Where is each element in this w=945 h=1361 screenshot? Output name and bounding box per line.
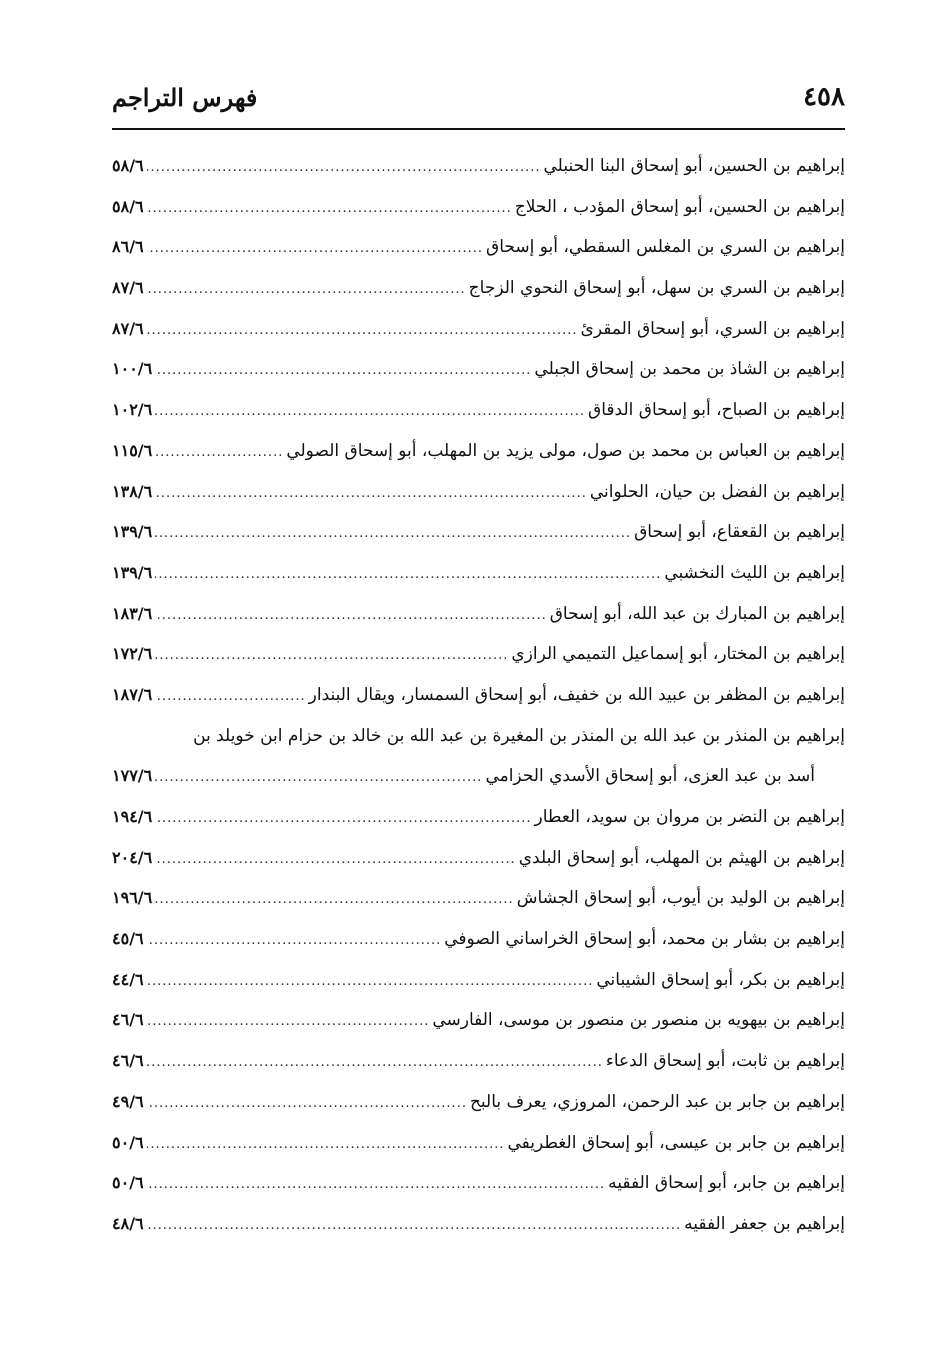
leader-dots [147, 189, 512, 230]
entry-reference: ٤٦/٦ [112, 1051, 144, 1071]
leader-dots [147, 1165, 606, 1206]
biography-index [112, 146, 845, 1245]
entry-name: إبراهيم بن المبارك بن عبد الله، أبو إسحاق [549, 603, 845, 624]
entry-name: إبراهيم بن الهيثم بن المهلب، أبو إسحاق البلدي [518, 847, 845, 868]
index-entry [112, 1204, 845, 1245]
leader-dots [147, 962, 594, 1003]
entry-reference: ٥٠/٦ [112, 1132, 144, 1152]
entry-name: إبراهيم بن الشاذ بن محمد بن إسحاق الجبلي [534, 359, 845, 380]
index-entry [112, 472, 845, 513]
entry-reference: ٤٤/٦ [112, 969, 144, 989]
index-entry [112, 227, 845, 268]
entry-name: إبراهيم بن جابر، أبو إسحاق الفقيه [608, 1173, 845, 1194]
index-entry [112, 919, 845, 960]
entry-name: إبراهيم بن الليث النخشبي [664, 562, 845, 583]
entry-reference: ٥٠/٦ [112, 1173, 144, 1193]
leader-dots [155, 596, 547, 637]
index-entry [112, 349, 845, 390]
index-entry [112, 675, 845, 716]
entry-name: إبراهيم بن جعفر الفقيه [684, 1213, 845, 1234]
leader-dots [155, 840, 516, 881]
leader-dots [155, 758, 482, 799]
entry-name: إبراهيم بن المنذر بن عبد الله بن المنذر بن المغيرة بن عبد الله بن خالد بن حزام ابن خويلد بن [193, 725, 845, 746]
entry-reference: ١٣٨/٦ [112, 481, 153, 501]
entry-reference: ١٩٤/٦ [112, 807, 153, 826]
entry-name: إبراهيم بن جابر بن عيسى، أبو إسحاق الغطريفي [507, 1132, 845, 1153]
entry-name: إبراهيم بن السري، أبو إسحاق المقرئ [580, 318, 845, 339]
entry-name: أسد بن عبد العزى، أبو إسحاق الأسدي الحزامي [485, 766, 815, 787]
section-title: فهرس التراجم [112, 82, 258, 112]
entry-reference: ١٩٦/٦ [112, 888, 153, 908]
leader-dots [147, 148, 541, 189]
leader-dots [155, 433, 283, 474]
index-entry [112, 797, 845, 838]
entry-reference: ٥٨/٦ [112, 156, 144, 175]
entry-name: إبراهيم بن جابر بن عبد الرحمن، المروزي، يعرف بالبح [469, 1091, 845, 1112]
leader-dots [155, 392, 585, 433]
leader-dots [147, 1084, 467, 1125]
entry-reference: ٤٦/٦ [112, 1010, 144, 1030]
entry-reference: ٨٧/٦ [112, 278, 144, 298]
entry-reference: ٥٨/٦ [112, 196, 144, 216]
leader-dots [155, 351, 531, 392]
index-entry [112, 1163, 845, 1204]
index-entry [112, 512, 845, 553]
index-entry [112, 716, 845, 757]
leader-dots [155, 474, 587, 515]
entry-reference: ١٧٢/٦ [112, 644, 153, 664]
index-entry [112, 187, 845, 228]
entry-name: إبراهيم بن المختار، أبو إسماعيل التميمي الرازي [511, 644, 845, 665]
index-entry [112, 390, 845, 431]
leader-dots [147, 921, 442, 962]
leader-dots [155, 677, 305, 718]
page-number: ٤٥٨ [803, 82, 845, 112]
leader-dots [155, 880, 513, 921]
entry-name: إبراهيم بن بيهويه بن منصور بن منصور بن موسى، الفارسي [432, 1010, 845, 1031]
entry-name: إبراهيم بن السري بن المغلس السقطي، أبو إسحاق [486, 237, 845, 258]
entry-name: إبراهيم بن الحسين، أبو إسحاق البنا الحنبلي [543, 156, 845, 176]
leader-dots [155, 799, 531, 840]
index-entry [112, 309, 845, 350]
index-entry [112, 878, 845, 919]
index-entry [112, 634, 845, 675]
index-entry [112, 594, 845, 635]
leader-dots [147, 1043, 603, 1084]
entry-reference: ١٠٠/٦ [112, 359, 153, 379]
index-entry [112, 431, 845, 472]
index-entry [112, 553, 845, 594]
entry-reference: ٤٩/٦ [112, 1091, 144, 1111]
entry-name: إبراهيم بن النضر بن مروان بن سويد، العطار [534, 807, 845, 827]
leader-dots [147, 1206, 681, 1247]
leader-dots [147, 1002, 430, 1043]
entry-name: إبراهيم بن القعقاع، أبو إسحاق [634, 522, 845, 543]
leader-dots [147, 1125, 505, 1166]
leader-dots [147, 270, 466, 311]
index-entry [112, 960, 845, 1001]
entry-name: إبراهيم بن الحسين، أبو إسحاق المؤدب ، الحلاج [514, 196, 845, 217]
entry-name: إبراهيم بن الصباح، أبو إسحاق الدقاق [588, 400, 845, 421]
entry-reference: ١٠٢/٦ [112, 400, 153, 420]
leader-dots [155, 514, 631, 555]
entry-reference: ٢٠٤/٦ [112, 847, 153, 867]
entry-reference: ١١٥/٦ [112, 440, 153, 460]
entry-name: إبراهيم بن الوليد بن أيوب، أبو إسحاق الجشاش [516, 888, 845, 909]
entry-reference: ١٣٩/٦ [112, 562, 153, 582]
entry-name: إبراهيم بن الفضل بن حيان، الحلواني [589, 481, 845, 502]
entry-reference: ٤٨/٦ [112, 1213, 144, 1233]
index-entry [112, 1000, 845, 1041]
entry-name: إبراهيم بن المظفر بن عبيد الله بن خفيف، أبو إسحاق السمسار، ويقال البندار [308, 684, 845, 705]
entry-reference: ١٧٧/٦ [112, 766, 153, 786]
leader-dots [147, 311, 578, 352]
leader-dots [155, 555, 661, 596]
entry-name: إبراهيم بن ثابت، أبو إسحاق الدعاء [605, 1051, 845, 1072]
entry-reference: ١٨٣/٦ [112, 603, 153, 623]
entry-name: إبراهيم بن العباس بن محمد بن صول، مولى يزيد بن المهلب، أبو إسحاق الصولي [286, 440, 845, 461]
page-header [112, 76, 845, 118]
entry-reference: ٨٦/٦ [112, 237, 144, 257]
index-entry [112, 1123, 845, 1164]
entry-reference: ٤٥/٦ [112, 929, 144, 949]
index-entry [112, 756, 845, 797]
entry-name: إبراهيم بن السري بن سهل، أبو إسحاق النحوي الزجاج [468, 278, 845, 299]
entry-reference: ٨٧/٦ [112, 318, 144, 338]
header-rule [112, 128, 845, 130]
leader-dots [147, 229, 483, 270]
index-entry [112, 146, 845, 187]
entry-reference: ١٨٧/٦ [112, 684, 153, 704]
index-entry [112, 838, 845, 879]
index-entry [112, 268, 845, 309]
entry-reference: ١٣٩/٦ [112, 522, 153, 542]
index-entry [112, 1041, 845, 1082]
entry-name: إبراهيم بن بشار بن محمد، أبو إسحاق الخراساني الصوفي [444, 929, 845, 950]
leader-dots [155, 636, 508, 677]
index-entry [112, 1082, 845, 1123]
entry-name: إبراهيم بن بكر، أبو إسحاق الشيباني [596, 969, 845, 990]
